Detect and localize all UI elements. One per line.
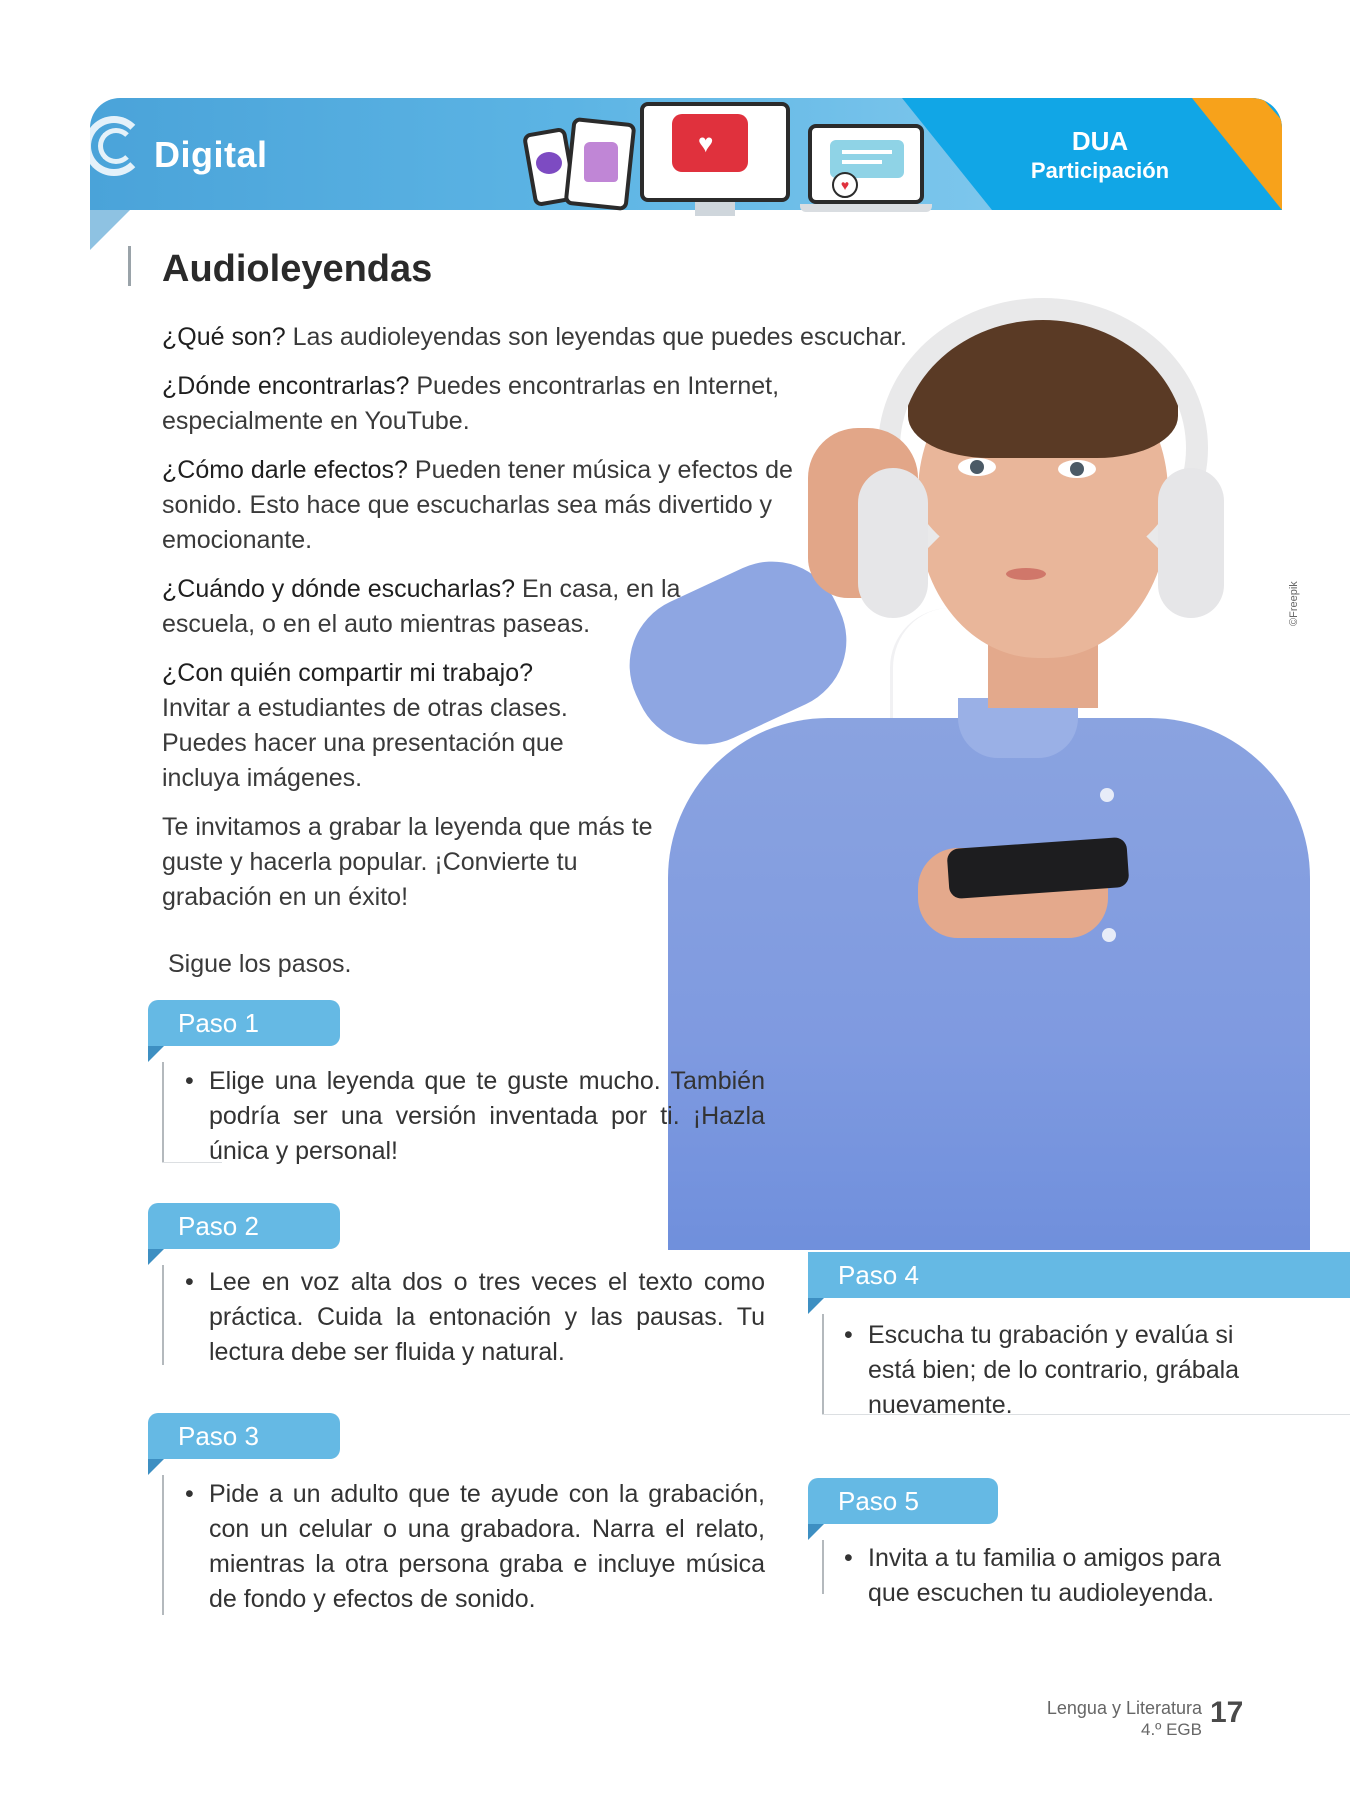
intro-answer: Las audioleyendas son leyendas que puedes escuchar. [285, 323, 907, 351]
step-2-fold [148, 1249, 164, 1265]
step-5-body: Invita a tu familia o amigos para que escuchen tu audioleyenda. [868, 1544, 1221, 1607]
step-5-rule [822, 1540, 824, 1594]
footer-subject: Lengua y Literatura [1046, 1698, 1202, 1718]
dua-title: DUA [1071, 126, 1129, 156]
intro-answer: En casa, en la escuela, o en el auto mientras paseas. [162, 575, 681, 638]
intro-question: ¿Cuándo y dónde escucharlas? [162, 575, 516, 603]
intro-paragraph [162, 320, 952, 355]
page-title: Audioleyendas [162, 248, 433, 290]
step-1-fold [148, 1046, 164, 1062]
dua-subtitle: Participación [1030, 158, 1170, 183]
intro-paragraph [162, 453, 812, 558]
step-2-text: • Lee en voz alta dos o tres veces el texto como práctica. Cuida la entonación y las pausas. Tu lectura debe ser fluida y natural. [185, 1268, 765, 1366]
step-3-tab: Paso 3 [148, 1413, 340, 1459]
intro-answer: Pueden tener música y efectos de sonido. Esto hace que escucharlas sea más divertido y emocionante. [162, 456, 793, 554]
step-4-fold [808, 1298, 824, 1314]
intro-answer: Puedes encontrarlas en Internet, especialmente en YouTube. [162, 372, 780, 435]
step-2-tab: Paso 2 [148, 1203, 340, 1249]
banner-fold [90, 210, 130, 250]
step-3-rule [162, 1475, 164, 1615]
laptop-base [800, 204, 932, 212]
step-4-body: Escucha tu grabación y evalúa si está bien; de lo contrario, grábala nuevamente. [868, 1321, 1240, 1419]
intro-paragraph [162, 572, 682, 642]
heart-icon: ♥ [698, 128, 714, 158]
step-3-text: • Pide a un adulto que te ayude con la grabación, con un celular o una grabadora. Narra el relato, mientras la otra persona graba e incluye música de fondo y efectos de sonido. [185, 1480, 765, 1613]
footer-grade: 4.º EGB [1140, 1720, 1202, 1739]
small-heart-icon: ♥ [832, 172, 858, 198]
title-rule [128, 246, 131, 286]
step-2-rule [162, 1265, 164, 1365]
follow-steps: Sigue los pasos. [168, 950, 352, 978]
step-1-body: Elige una leyenda que te guste mucho. También podría ser una versión inventada por ti. ¡Hazla única y personal! [209, 1067, 765, 1165]
message-line [842, 150, 892, 154]
intro-paragraph [162, 656, 602, 796]
step-1-text: • Elige una leyenda que te guste mucho. También podría ser una versión inventada por ti. ¡Hazla única y personal! [185, 1067, 765, 1165]
step-1-rule [162, 1062, 164, 1162]
step-2-body: Lee en voz alta dos o tres veces el texto como práctica. Cuida la entonación y las pausas. Tu lectura debe ser fluida y natural. [209, 1268, 765, 1366]
section-title: Digital [154, 134, 268, 175]
intro-answer: Invitar a estudiantes de otras clases. Puedes hacer una presentación que incluya imágenes. [162, 694, 568, 792]
step-4-tab: Paso 4 [808, 1252, 1350, 1298]
intro-question: ¿Qué son? [162, 323, 286, 351]
intro-paragraph [162, 369, 822, 439]
page-number: 17 [1210, 1696, 1244, 1729]
thumbs-up-icon [584, 142, 618, 182]
step-1-tab: Paso 1 [148, 1000, 340, 1046]
intro-question: ¿Dónde encontrarlas? [162, 372, 410, 400]
message-line [842, 160, 882, 164]
section-logo-inner-icon [98, 128, 134, 164]
intro-text [162, 320, 952, 996]
chat-bubble-icon [536, 152, 562, 174]
step-4-rule [822, 1314, 824, 1414]
monitor-stand [695, 202, 735, 216]
step-3-body: Pide a un adulto que te ayude con la grabación, con un celular o una grabadora. Narra el relato, mientras la otra persona graba e incluye música de fondo y efectos de sonido. [209, 1480, 765, 1613]
step-4-text: • Escucha tu grabación y evalúa si está bien; de lo contrario, grábala nuevamente. [844, 1321, 1240, 1419]
step-5-fold [808, 1524, 824, 1540]
intro-question: ¿Cómo darle efectos? [162, 456, 408, 484]
intro-question: ¿Con quién compartir mi trabajo? [162, 659, 533, 687]
photo-credit: ©Freepik [1288, 581, 1300, 626]
step-5-text: • Invita a tu familia o amigos para que escuchen tu audioleyenda. [844, 1544, 1221, 1607]
step-5-tab: Paso 5 [808, 1478, 998, 1524]
step-3-fold [148, 1459, 164, 1475]
invite-paragraph: Te invitamos a grabar la leyenda que más te guste y hacerla popular. ¡Convierte tu grabación en un éxito! [162, 813, 653, 911]
